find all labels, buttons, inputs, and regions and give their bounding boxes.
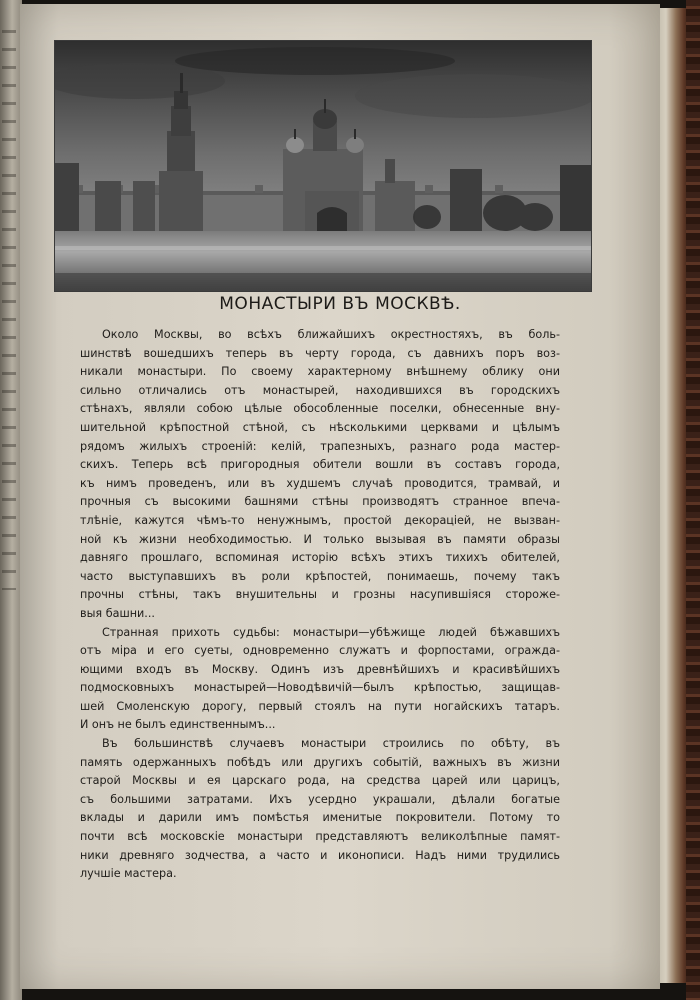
text-line: давняго прошлаго, вспоминая исторію всѣхъ этихъ тихихъ обителей, bbox=[80, 551, 560, 565]
text-line: отъ міра и его суеты, одновременно служатъ и форпостами, огражда- bbox=[80, 644, 560, 658]
text-line: шинствѣ вошедшихъ теперь въ черту города, съ давнихъ поръ воз- bbox=[80, 346, 560, 360]
text-line: старой Москвы и ея царскаго рода, на средства царей или царицъ, bbox=[80, 774, 560, 788]
text-line: шительной крѣпостной стѣной, съ нѣсколькими церквами и цѣлымъ bbox=[80, 420, 560, 434]
text-line: часто выступавшихъ въ роли крѣпостей, понимаешь, почему такъ bbox=[80, 569, 560, 583]
text-line: лучшіе мастера. bbox=[80, 867, 177, 881]
text-line: тлѣніе, кажутся чѣмъ-то ненужнымъ, простой декораціей, не вызван- bbox=[80, 513, 560, 527]
text-line: прочны стѣны, такъ внушительны и грозны насупившіяся стороже- bbox=[80, 588, 560, 602]
article-title: МОНАСТЫРИ ВЪ МОСКВѢ. bbox=[219, 294, 461, 314]
left-page-text-fragments bbox=[2, 30, 16, 590]
monastery-photo-image bbox=[55, 41, 591, 291]
text-line: выя башни... bbox=[80, 606, 155, 620]
monastery-photo bbox=[54, 40, 592, 292]
text-line: вклады и дарили имъ помѣстья именитые покровители. Потому то bbox=[80, 811, 560, 825]
text-line: ющими входъ въ Москву. Одинъ изъ древнѣйшихъ и красивѣйшихъ bbox=[80, 662, 560, 676]
text-line: съ большими затратами. Ихъ усердно украшали, дѣлали богатые bbox=[80, 792, 560, 806]
article-body bbox=[80, 326, 560, 884]
text-line: рядомъ жилыхъ строеній: келій, трапезныхъ, разнаго рода мастер- bbox=[80, 439, 560, 453]
text-line: Странная прихоть судьбы: монастыри—убѣжище людей бѣжавшихъ bbox=[102, 625, 560, 639]
book-page bbox=[20, 4, 660, 989]
text-line: скихъ. Теперь всѣ пригородныя обители вошли въ составъ города, bbox=[80, 458, 560, 472]
text-line: Въ большинствѣ случаевъ монастыри строились по обѣту, въ bbox=[102, 737, 560, 751]
left-page-edge bbox=[0, 0, 22, 1000]
text-line: И онъ не былъ единственнымъ... bbox=[80, 718, 276, 732]
text-line: къ нимъ проведенъ, или въ худшемъ случаѣ проводится, трамвай, и bbox=[80, 476, 560, 490]
text-line: Около Москвы, во всѣхъ ближайшихъ окрестностяхъ, въ боль- bbox=[102, 328, 560, 341]
text-line: стѣнахъ, являли собою цѣлые обособленные поселки, обнесенные вну- bbox=[80, 402, 560, 416]
text-line: прочныя съ высокими башнями стѣны производятъ странное впеча- bbox=[80, 495, 560, 509]
text-line: подмосковныхъ монастырей—Новодѣвичій—былъ крѣпостью, защищав- bbox=[80, 681, 560, 695]
text-line: сильно отличались отъ монастырей, находившихся въ городскихъ bbox=[80, 383, 560, 397]
text-line: память одержанныхъ побѣдъ или другихъ событій, важныхъ въ жизни bbox=[80, 755, 560, 769]
text-line: никали монастыри. По своему характерному внѣшнему облику они bbox=[80, 365, 560, 379]
text-line: ной къ жизни необходимостью. И только вызывая въ памяти образы bbox=[80, 532, 560, 546]
text-line: шей Смоленскую дорогу, первый стоялъ на пути ногайскихъ татаръ. bbox=[80, 699, 560, 713]
text-line: почти всѣ московскіе монастыри представляютъ великолѣпные памят- bbox=[80, 830, 560, 844]
text-line: ники древняго зодчества, а часто и иконописи. Надъ ними трудились bbox=[80, 848, 560, 862]
book-binding bbox=[686, 0, 700, 1000]
